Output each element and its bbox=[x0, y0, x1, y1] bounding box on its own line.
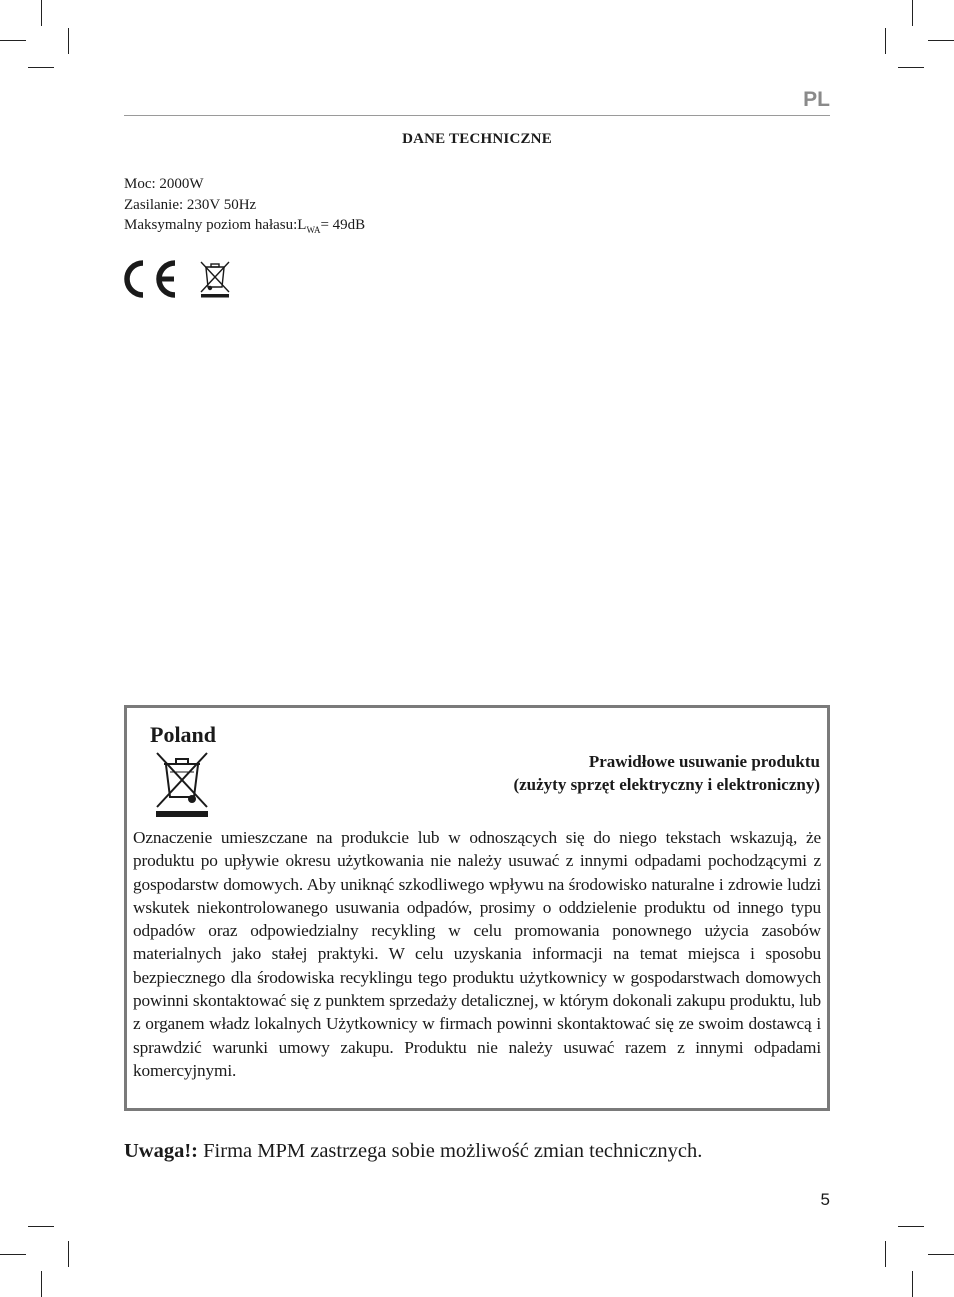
notice-body: Oznaczenie umieszczane na produkcie lub w odnoszących się do niego tekstach wskazują, że produktu po upływie okresu użytkowania nie należy usuwać z innymi odpadami pochodzącymi z gospodarstw domowych. Aby uniknąć szkodliwego wpływu na środowisko naturalne i zdrowie ludzi wskutek niekontrolowanego usuwania odpadów, prosimy o oddzielenie produktu od innego typu odpadów oraz odpowiedzialny recykling w celu promowania ponownego użycia zasobów materialnych jako stałej praktyki. W celu uzyskania informacji na temat miejsca i sposobu bezpiecznego dla środowiska recyklingu tego produktu użytkownicy w gospodarstwach domowych powinni skontaktować się z punktem sprzedaży detalicznej, w którym dokonali zakupu produktu, lub z organem władz lokalnych Użytkownicy w firmach powinni skontaktować się ze swoim dostawcą i sprawdzić warunki umowy zakupu. Produktu nie należy usuwać razem z innymi odpadami komercyjnymi. bbox=[133, 828, 821, 1080]
notice-heading-line: (zużyty sprzęt elektryczny i elektroniczny) bbox=[513, 775, 820, 794]
note-label: Uwaga!: bbox=[124, 1140, 199, 1162]
notice-heading bbox=[513, 750, 820, 796]
disposal-notice-box bbox=[124, 705, 830, 1111]
note-text: Firma MPM zastrzega sobie możliwość zmian technicznych. bbox=[198, 1140, 703, 1162]
notice-country: Poland bbox=[150, 722, 217, 747]
crop-mark bbox=[68, 28, 69, 54]
page-number: 5 bbox=[820, 1190, 830, 1209]
crop-mark bbox=[912, 1271, 913, 1297]
spec-noise: Maksymalny poziom $hałasu:L_{WA}= 49dB$ bbox=[124, 217, 366, 235]
crossed-out-wheelie-bin-icon bbox=[198, 259, 232, 299]
notice-heading-line: Prawidłowe usuwanie produktu bbox=[588, 752, 820, 771]
spec-supply: Zasilanie: 230V 50Hz bbox=[124, 196, 257, 213]
crop-mark bbox=[898, 1226, 924, 1227]
section-title: DANE TECHNICZNE bbox=[402, 131, 552, 147]
crop-mark bbox=[885, 28, 886, 54]
header-divider bbox=[124, 115, 830, 116]
spec-power: Moc: 2000W bbox=[124, 176, 204, 192]
ce-mark-icon bbox=[124, 259, 180, 299]
crop-mark bbox=[912, 0, 913, 26]
crop-mark bbox=[0, 40, 26, 41]
language-code: PL bbox=[803, 88, 830, 111]
crop-mark bbox=[885, 1241, 886, 1267]
crop-mark bbox=[928, 40, 954, 41]
crop-mark bbox=[28, 1226, 54, 1227]
crop-mark bbox=[41, 1271, 42, 1297]
crop-mark bbox=[0, 1254, 26, 1255]
crop-mark bbox=[28, 67, 54, 68]
crop-mark bbox=[68, 1241, 69, 1267]
crossed-out-wheelie-bin-icon bbox=[154, 750, 210, 818]
crop-mark bbox=[898, 67, 924, 68]
crop-mark bbox=[41, 0, 42, 26]
technical-changes-note bbox=[124, 1140, 702, 1163]
crop-mark bbox=[928, 1254, 954, 1255]
technical-specs bbox=[124, 174, 365, 236]
